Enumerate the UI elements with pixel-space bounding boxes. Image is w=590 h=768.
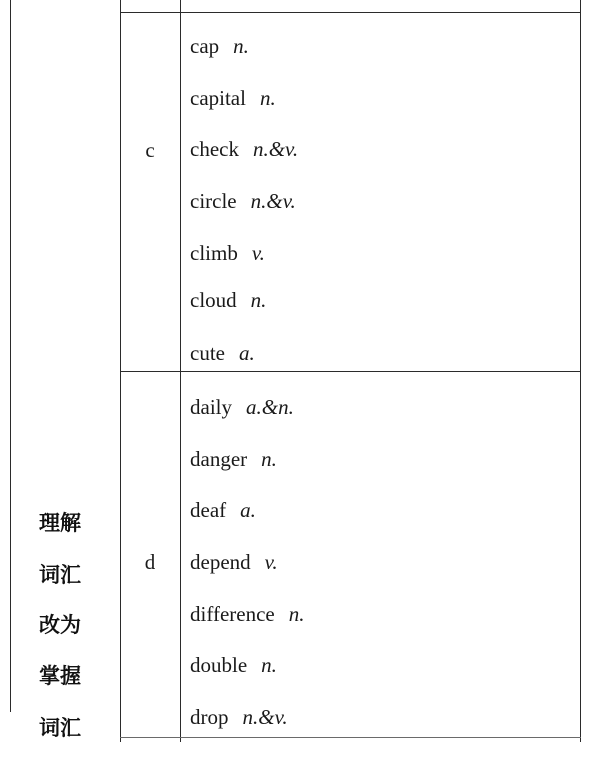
part-of-speech: a. bbox=[240, 498, 256, 522]
word-text: double bbox=[190, 653, 248, 677]
part-of-speech: a.&n. bbox=[246, 395, 294, 419]
category-line-1: 理解 bbox=[39, 511, 81, 535]
word-entry bbox=[190, 705, 288, 730]
part-of-speech: n. bbox=[261, 447, 277, 471]
category-line-2: 词汇 bbox=[39, 563, 81, 587]
word-entry bbox=[190, 447, 277, 472]
word-text: cloud bbox=[190, 288, 237, 312]
word-entry bbox=[190, 86, 276, 111]
word-text: danger bbox=[190, 447, 248, 471]
group-letter-c: c bbox=[145, 138, 155, 162]
table-top-border bbox=[120, 12, 581, 13]
category-line-5: 词汇 bbox=[39, 716, 81, 740]
part-of-speech: n. bbox=[250, 288, 267, 312]
word-text: daily bbox=[190, 395, 232, 419]
word-entry bbox=[190, 288, 266, 313]
category-line-3: 改为 bbox=[39, 613, 81, 637]
word-text: circle bbox=[190, 189, 237, 213]
word-text: difference bbox=[190, 602, 275, 626]
word-text: climb bbox=[190, 241, 238, 265]
part-of-speech: v. bbox=[251, 241, 265, 265]
word-entry bbox=[190, 653, 277, 678]
part-of-speech: n. bbox=[261, 653, 277, 677]
word-entry bbox=[190, 341, 255, 366]
word-entry bbox=[190, 395, 294, 420]
word-entry bbox=[190, 498, 256, 523]
word-entry bbox=[190, 602, 304, 627]
part-of-speech: n.&v. bbox=[242, 705, 288, 729]
word-entry bbox=[190, 550, 278, 575]
word-text: depend bbox=[190, 550, 251, 574]
group-letter-d: d bbox=[144, 550, 156, 574]
word-text: deaf bbox=[190, 498, 227, 522]
word-entry bbox=[190, 137, 298, 162]
table-bottom-cut bbox=[120, 737, 581, 738]
word-entry bbox=[190, 241, 265, 266]
word-entry bbox=[190, 189, 296, 214]
word-text: cap bbox=[190, 34, 220, 58]
part-of-speech: a. bbox=[238, 341, 255, 365]
part-of-speech: n. bbox=[233, 34, 249, 58]
table-left-border bbox=[10, 0, 11, 712]
part-of-speech: n.&v. bbox=[250, 189, 296, 213]
word-entry bbox=[190, 34, 249, 59]
part-of-speech: v. bbox=[264, 550, 278, 574]
word-text: capital bbox=[190, 86, 246, 110]
group-divider bbox=[120, 371, 581, 372]
part-of-speech: n. bbox=[288, 602, 305, 626]
category-line-4: 掌握 bbox=[39, 664, 81, 688]
word-text: drop bbox=[190, 705, 229, 729]
part-of-speech: n.&v. bbox=[252, 137, 299, 161]
part-of-speech: n. bbox=[259, 86, 276, 110]
word-text: cute bbox=[190, 341, 225, 365]
word-text: check bbox=[190, 137, 239, 161]
